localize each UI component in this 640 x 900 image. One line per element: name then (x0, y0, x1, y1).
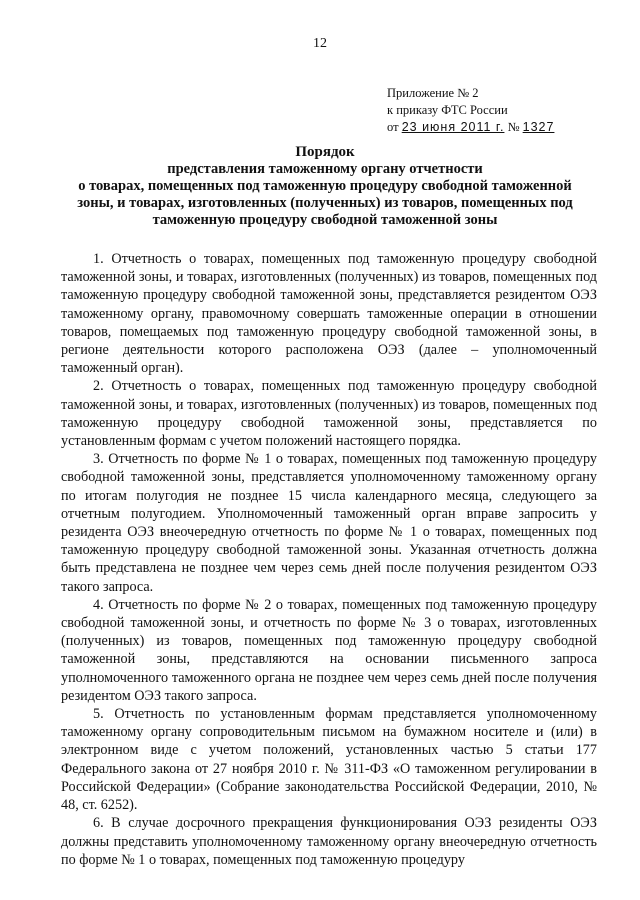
appendix-block (387, 85, 554, 136)
paragraph-2: 2. Отчетность о товарах, помещенных под таможенную процедуру свободной таможенной зоны, и товарах, изготовленных (полученных) из товаров, помещенных под таможенную процедуру свободной таможенной зоны, представляется по установленным формам с учетом положений настоящего порядка. (61, 378, 597, 450)
title-line: таможенную процедуру свободной таможенной зоны (152, 212, 498, 228)
order-number: 1327 (522, 120, 555, 134)
appendix-date-line (387, 119, 554, 136)
appendix-order-ref: к приказу ФТС России (387, 103, 508, 117)
document-body (61, 250, 597, 869)
number-prefix: № (507, 120, 520, 134)
paragraph-1: 1. Отчетность о товарах, помещенных под таможенную процедуру свободной таможенной зоны, и товарах, изготовленных (полученных) из товаров, помещенных под таможенную процедуру свободной таможенной зоны, представляется резидентом ОЭЗ таможенному органу, правомочному совершать таможенные операции в отношении товаров, помещаемых под таможенную процедуру свободной таможенной зоны, в регионе деятельности которого расположена ОЭЗ (далее – уполномоченный таможенный орган). (61, 251, 597, 377)
document-title (40, 144, 610, 229)
page-number: 12 (313, 36, 327, 51)
paragraph-4: 4. Отчетность по форме № 2 о товарах, помещенных под таможенную процедуру свободной таможенной зоны, и отчетность по форме № 3 о товарах, изготовленных (полученных) из товаров, помещенных под таможенную процедуру свободной таможенной зоны, представляются на основании письменного запроса уполномоченного таможенного органа не позднее чем через семь дней после получения резидентом ОЭЗ такого запроса. (61, 596, 597, 704)
title-heading: Порядок (295, 144, 355, 160)
title-line: о товарах, помещенных под таможенную процедуру свободной таможенной (78, 178, 572, 194)
paragraph-6: 6. В случае досрочного прекращения функционирования ОЭЗ резиденты ОЭЗ должны представить уполномоченному таможенному органу внеочередную отчетность по форме № 1 о товарах, помещенных под таможенную процедуру (61, 815, 597, 868)
order-date: 23 июня 2011 г. (401, 120, 505, 134)
paragraph-5: 5. Отчетность по установленным формам представляется уполномоченному таможенному органу сопроводительным письмом на бумажном носителе и (или) в электронном виде с учетом положений, установленных частью 5 статьи 177 Федерального закона от 27 ноября 2010 г. № 311-ФЗ «О таможенном регулировании в Российской Федерации» (Собрание законодательства Российской Федерации, 2010, № 48, ст. 6252). (61, 706, 597, 814)
date-prefix: от (387, 120, 399, 134)
paragraph-3: 3. Отчетность по форме № 1 о товарах, помещенных под таможенную процедуру свободной таможенной зоны, представляется уполномоченному таможенному органу по итогам полугодия не позднее 15 числа календарного месяца, следующего за отчетным полугодием. Уполномоченный таможенный орган вправе запросить у резидента ОЭЗ внеочередную отчетность по форме № 1 о товарах, помещенных под таможенную процедуру свободной таможенной зоны. Указанная отчетность должна быть представлена не позднее чем через семь дней после получения резидентом ОЭЗ такого запроса. (61, 451, 597, 595)
title-line: зоны, и товарах, изготовленных (полученных) из товаров, помещенных под (77, 195, 573, 211)
appendix-title: Приложение № 2 (387, 86, 479, 100)
title-line: представления таможенному органу отчетности (167, 161, 483, 177)
